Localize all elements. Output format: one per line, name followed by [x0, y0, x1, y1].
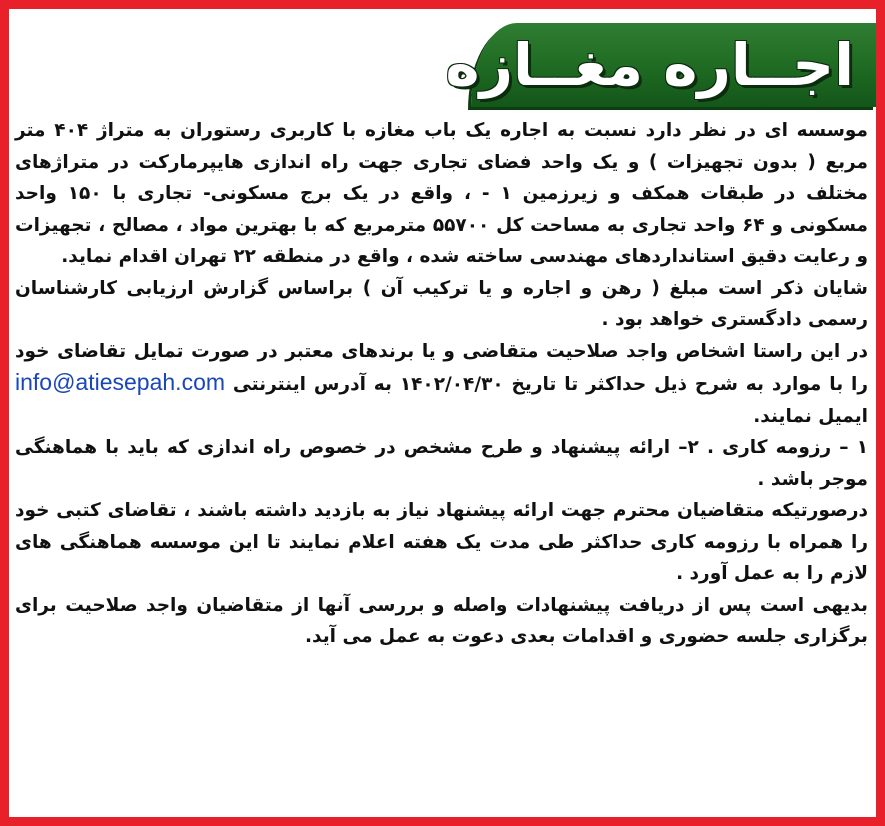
- title-banner: [445, 23, 876, 107]
- email-link[interactable]: info@atiesepah.com: [15, 369, 226, 395]
- ad-paragraph-intro: موسسه ای در نظر دارد نسبت به اجاره یک باب مغازه با کاربری رستوران به متراژ ۴۰۴ متر مربع ( بدون تجهیزات ) و یک واحد فضای تجاری جهت راه اندازی هایپرمارکت در متراژهای مختلف در طبقات همکف و زیرزمین ۱ - ، واقع در یک برج مسکونی- تجاری با ۱۵۰ واحد مسکونی و ۶۴ واحد تجاری به مساحت کل ۵۵۷۰۰ مترمربع که با بهترین مواد ، مصالح ، تجهیزات و رعایت دقیق استانداردهای مهندسی ساخته شده ، واقع در منطقه ۲۲ تهران اقدام نماید.: [15, 120, 868, 267]
- application-text: در این راستا اشخاص واجد صلاحیت متقاضی و یا برندهای معتبر در صورت تمایل تقاضای خود را با موارد به شرح ذیل حداکثر تا تاریخ ۱۴۰۲/۰۴/۳۰ به آدرس اینترنتی: [15, 340, 868, 395]
- ad-body: [15, 115, 868, 653]
- ad-header: [9, 9, 876, 107]
- ad-paragraph-visit: درصورتیکه متقاضیان محترم جهت ارائه پیشنهاد نیاز به بازدید داشته باشند ، تقاضای کتبی خود را همراه با رزومه کاری حداکثر طی مدت یک هفته اعلام نمایند تا این موسسه هماهنگی های لازم را به عمل آورد .: [15, 500, 868, 584]
- ad-paragraph-requirements: ۱ – رزومه کاری . ۲– ارائه پیشنهاد و طرح مشخص در خصوص راه اندازی که باید با هماهنگی موجر باشد .: [15, 437, 869, 490]
- ad-container: [9, 9, 876, 817]
- ad-paragraph-application: [15, 336, 868, 433]
- application-text-end: ایمیل نمایند.: [753, 405, 868, 427]
- ad-paragraph-price: شایان ذکر است مبلغ ( رهن و اجاره و یا ترکیب آن ) براساس گزارش ارزیابی کارشناسان رسمی دادگستری خواهد بود .: [15, 277, 868, 330]
- ad-title: اجــاره مغــازه: [445, 31, 854, 99]
- ad-paragraph-closing: بدیهی است پس از دریافت پیشنهادات واصله و بررسی آنها از متقاضیان واجد صلاحیت برای برگزاری جلسه حضوری و اقدامات بعدی دعوت به عمل می آید.: [15, 594, 868, 647]
